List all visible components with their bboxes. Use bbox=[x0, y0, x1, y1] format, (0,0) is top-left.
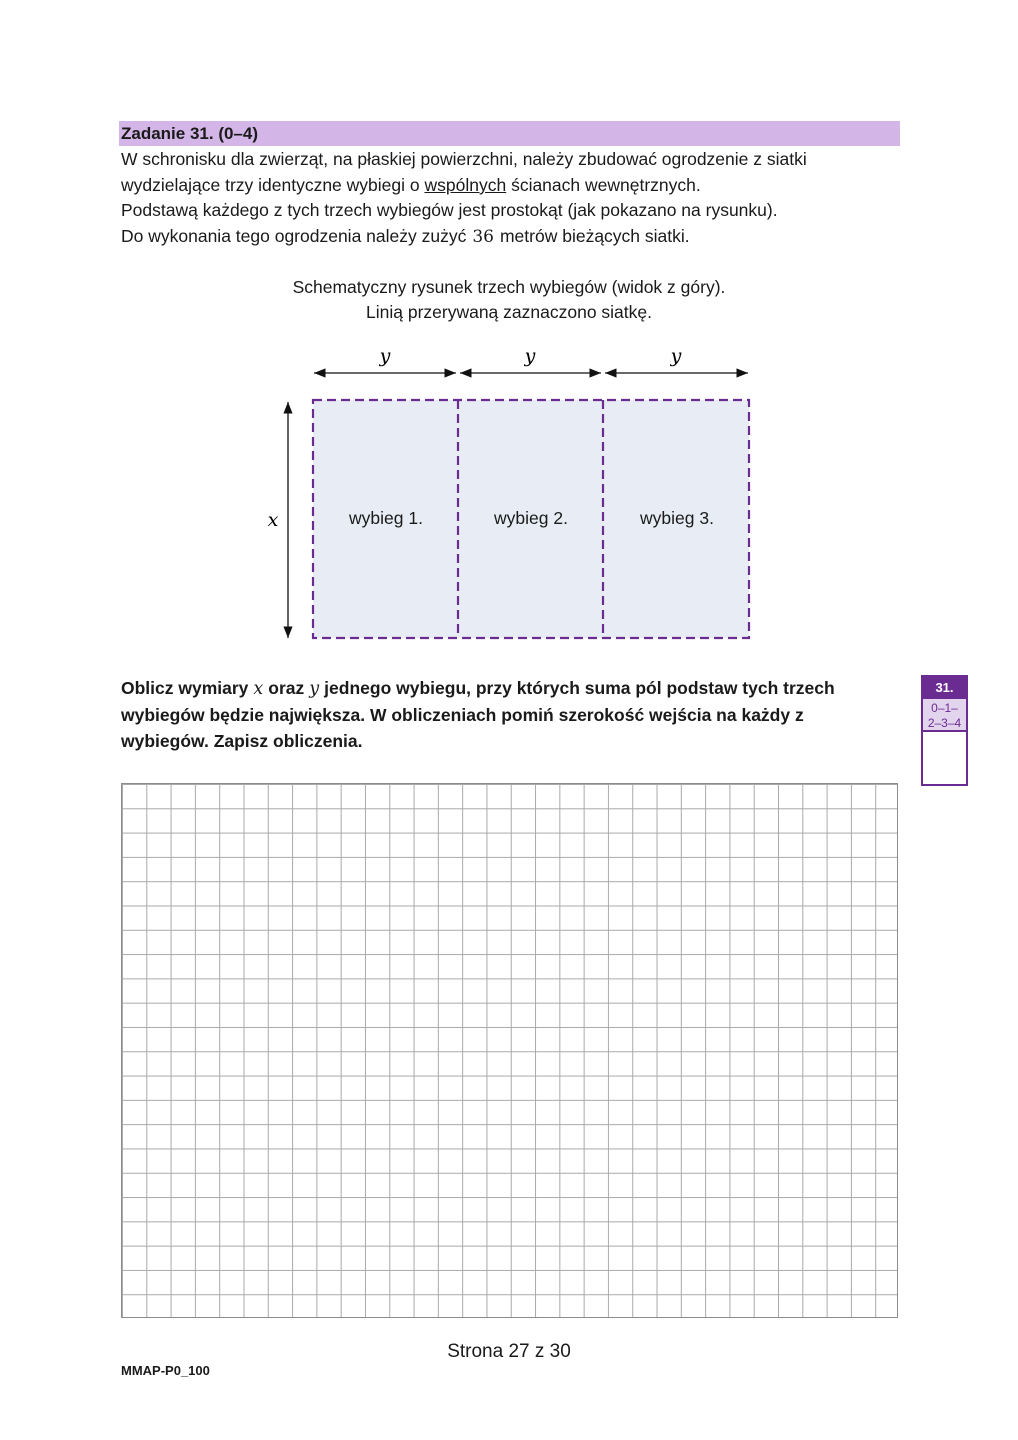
pen-label-2: wybieg 2. bbox=[494, 508, 568, 528]
score-points bbox=[923, 699, 966, 732]
answer-grid[interactable] bbox=[121, 783, 898, 1318]
pen-label-3: wybieg 3. bbox=[640, 508, 714, 528]
question-text bbox=[121, 675, 861, 754]
fence-length-value: 36 bbox=[472, 227, 494, 247]
page-number: Strona 27 z 30 bbox=[447, 1341, 571, 1362]
task-line-3: Podstawą każdego z tych trzech wybiegów jest prostokąt (jak pokazano na rysunku). bbox=[121, 200, 778, 220]
task-line-4-end: metrów bieżących siatki. bbox=[499, 226, 690, 246]
question-part-2: oraz bbox=[268, 678, 305, 698]
label-y-3: y bbox=[670, 345, 682, 367]
score-box bbox=[921, 675, 968, 786]
label-y-1: y bbox=[379, 345, 391, 367]
figure-caption-1: Schematyczny rysunek trzech wybiegów (widok z góry). bbox=[292, 277, 726, 297]
label-x: x bbox=[267, 509, 279, 531]
task-line-2-start: wydzielające trzy identyczne wybiegi o bbox=[121, 175, 425, 195]
score-points-line-2: 2–3–4 bbox=[927, 716, 962, 730]
pens-diagram bbox=[0, 0, 1018, 660]
question-part-3: jednego wybiegu, przy których suma pól podstaw tych trzech wybiegów będzie największa. W obliczeniach pomiń szerokość wejścia na każdy z wybiegów. Zapisz obliczenia. bbox=[121, 678, 835, 751]
task-header: Zadanie 31. (0–4) bbox=[119, 121, 900, 146]
task-line-1: W schronisku dla zwierząt, na płaskiej powierzchni, należy zbudować ogrodzenie z siatki bbox=[121, 149, 807, 169]
exam-code: MMAP-P0_100 bbox=[121, 1363, 210, 1378]
question-var-x: x bbox=[253, 679, 264, 699]
task-line-4-start: Do wykonania tego ogrodzenia należy zużyć bbox=[121, 226, 467, 246]
figure-caption-2: Linią przerywaną zaznaczono siatkę. bbox=[366, 302, 652, 322]
question-var-y: y bbox=[309, 679, 320, 699]
score-entry-field[interactable] bbox=[923, 732, 966, 784]
score-points-line-1: 0–1– bbox=[931, 701, 958, 715]
task-line-2-end: ścianach wewnętrznych. bbox=[506, 175, 701, 195]
score-task-number: 31. bbox=[923, 677, 966, 699]
underlined-word: wspólnych bbox=[424, 175, 507, 195]
pen-label-1: wybieg 1. bbox=[349, 508, 423, 528]
label-y-2: y bbox=[524, 345, 536, 367]
question-part-1: Oblicz wymiary bbox=[121, 678, 249, 698]
